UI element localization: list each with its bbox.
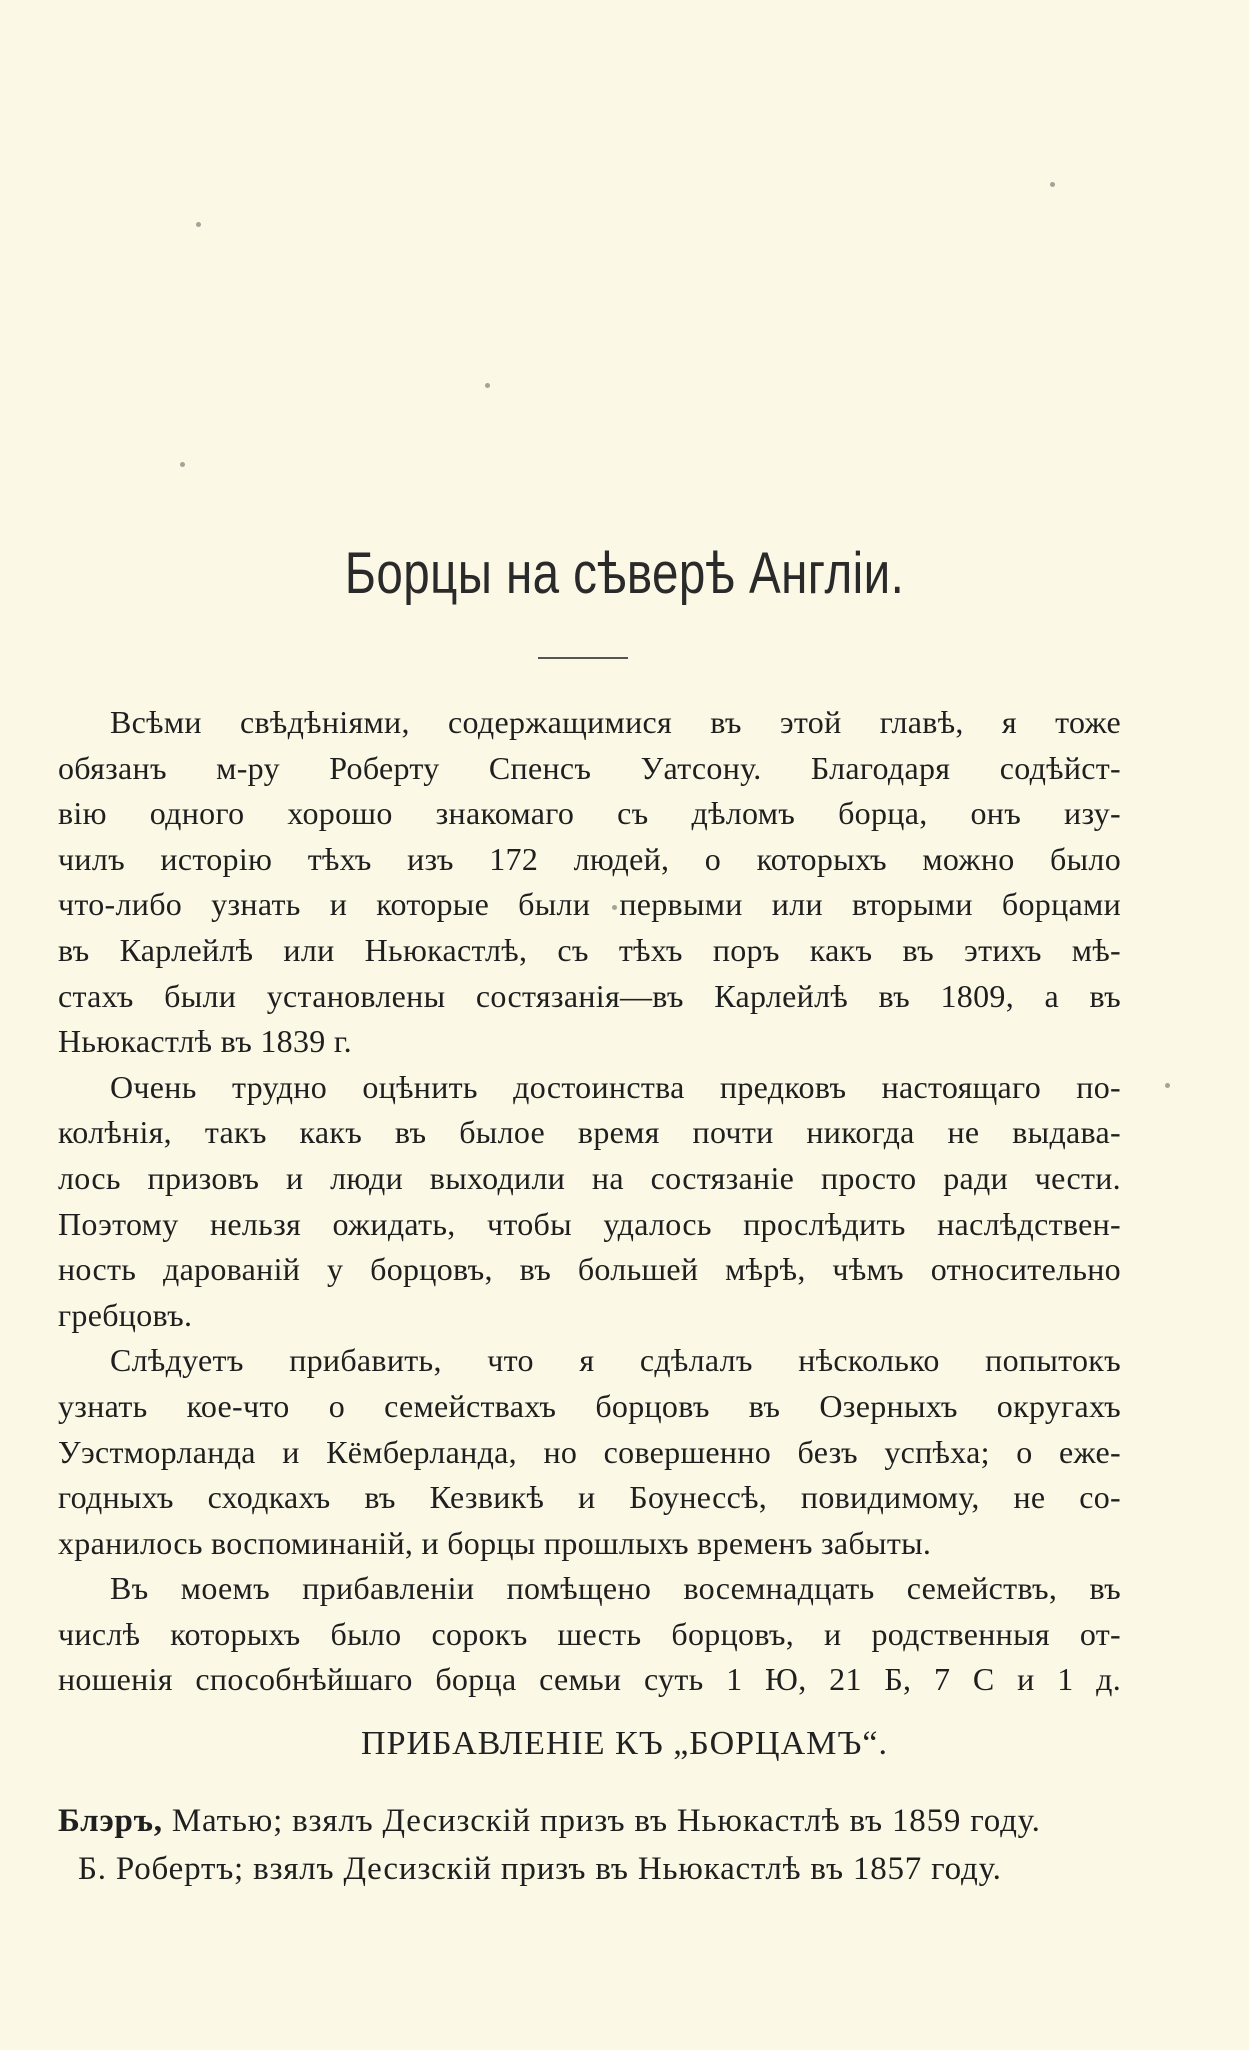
text-line: Очень трудно оцѣнить достоинства предковъ настоящаго по- (110, 1068, 1121, 1105)
text-line: въ Карлейлѣ или Ньюкастлѣ, съ тѣхъ поръ какъ въ этихъ мѣ- (58, 931, 1121, 968)
text-line: Въ моемъ прибавленіи помѣщено восемнадцать семействъ, въ (110, 1570, 1121, 1607)
paragraph (58, 1065, 1121, 1339)
text-line: обязанъ м-ру Роберту Спенсъ Уатсону. Благодаря содѣйст- (58, 749, 1121, 786)
text-line: годныхъ сходкахъ въ Кезвикѣ и Боунессѣ, повидимому, не со- (58, 1479, 1121, 1516)
text-line: стахъ были установлены состязанія—въ Карлейлѣ въ 1809, а въ (58, 977, 1121, 1014)
text-line: Уэстморланда и Кёмберланда, но совершенно безъ успѣха; о еже- (58, 1433, 1121, 1470)
text-line: хранилось воспоминаній, и борцы прошлыхъ временъ забыты. (58, 1524, 932, 1561)
text-line: Всѣми свѣдѣніями, содержащимися въ этой главѣ, я тоже (110, 704, 1121, 740)
text-line: чилъ исторію тѣхъ изъ 172 людей, о которыхъ можно было (58, 840, 1121, 877)
paper-speck (485, 383, 490, 388)
text-line: что-либо узнать и которые были первыми или вторыми борцами (58, 886, 1121, 923)
text-line: Поэтому нельзя ожидать, чтобы удалось прослѣдить наслѣдствен- (58, 1205, 1121, 1242)
entry-name: Блэръ, (58, 1803, 163, 1839)
entry-name: Б. (78, 1851, 107, 1887)
paragraph (58, 700, 1121, 1065)
appendix-entry (58, 1797, 1138, 1845)
paragraph (58, 1338, 1121, 1566)
appendix-entries (58, 1797, 1138, 1893)
paper-speck (196, 222, 201, 227)
text-line: Слѣдуетъ прибавить, что я сдѣлалъ нѣсколько попытокъ (110, 1342, 1121, 1379)
text-line: вію одного хорошо знакомаго съ дѣломъ борца, онъ изу- (58, 795, 1121, 832)
text-line: ношенія способнѣйшаго борца семьи суть 1 Ю, 21 Б, 7 С и 1 д. (58, 1661, 1121, 1698)
title-divider (538, 657, 628, 659)
entry-text: Матью; взялъ Десизскій призъ въ Ньюкастлѣ въ 1859 году. (171, 1803, 1041, 1839)
entry-text: Робертъ; взялъ Десизскій призъ въ Ньюкастлѣ въ 1857 году. (115, 1851, 1002, 1887)
text-line: лось призовъ и люди выходили на состязаніе просто ради чести. (58, 1159, 1121, 1196)
paper-speck (1165, 1083, 1170, 1088)
text-line: колѣнія, такъ какъ въ былое время почти никогда не выдава- (58, 1114, 1121, 1151)
text-line: Ньюкастлѣ въ 1839 г. (58, 1023, 352, 1060)
text-line: ность дарованій у борцовъ, въ большей мѣрѣ, чѣмъ относительно (58, 1251, 1121, 1288)
page-title: Борцы на сѣверѣ Англіи. (344, 541, 905, 606)
text-line: узнать кое-что о семействахъ борцовъ въ Озерныхъ округахъ (58, 1387, 1121, 1424)
appendix-entry (58, 1845, 1138, 1893)
body-text (58, 700, 1121, 1703)
appendix-heading: ПРИБАВЛЕНІЕ КЪ „БОРЦАМЪ“. (361, 1725, 888, 1762)
paper-speck (1050, 182, 1055, 187)
paragraph (58, 1566, 1121, 1703)
text-line: числѣ которыхъ было сорокъ шесть борцовъ, и родственныя от- (58, 1615, 1121, 1652)
text-line: гребцовъ. (58, 1296, 193, 1333)
paper-speck (180, 462, 185, 467)
